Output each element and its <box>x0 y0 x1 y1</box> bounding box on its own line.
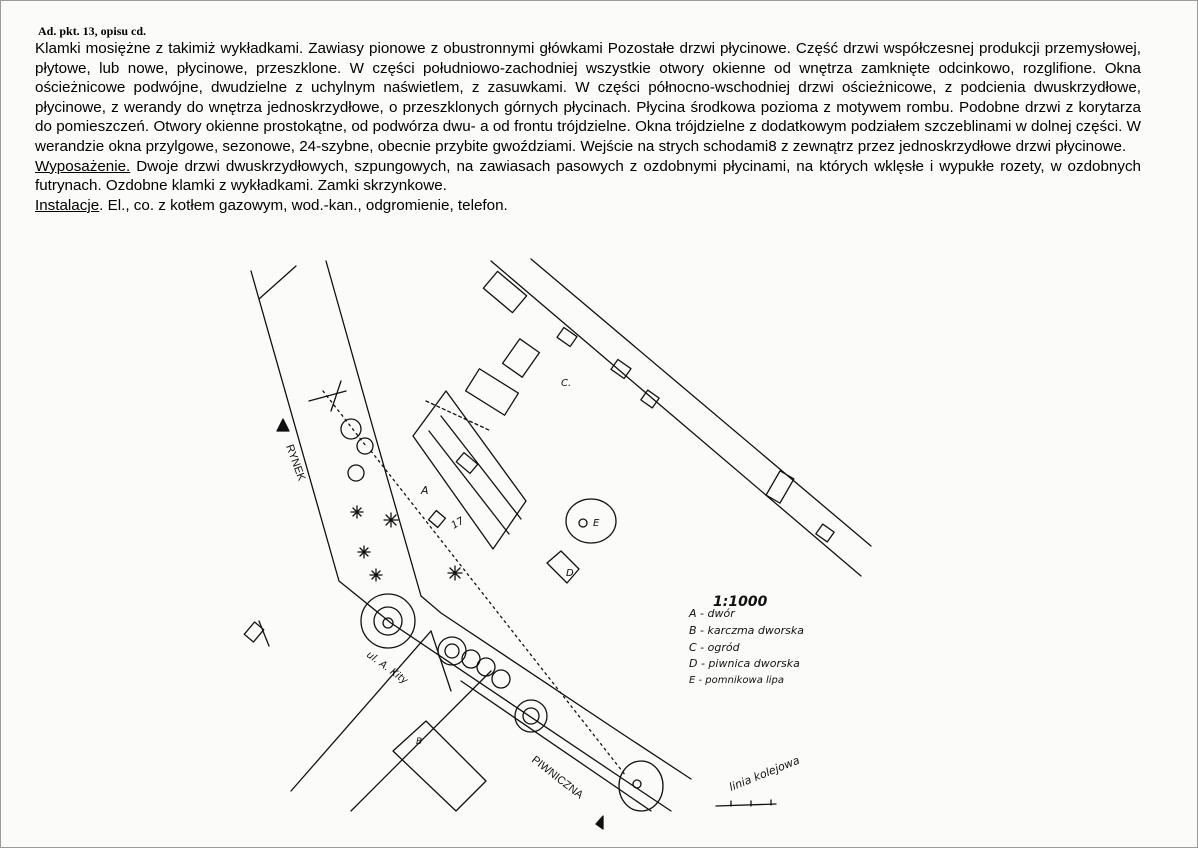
equipment-paragraph <box>35 157 1141 196</box>
tree-e-crown <box>566 499 616 543</box>
shed-2 <box>466 369 519 415</box>
street-lines <box>251 259 871 811</box>
inn-b <box>393 721 486 811</box>
site-plan-map <box>231 251 921 841</box>
outbuilding-top <box>483 271 526 312</box>
garden-c-label: C. <box>561 378 572 389</box>
inn-b-outline <box>393 721 486 811</box>
description-paragraph: Klamki mosiężne z takimiż wykładkami. Zawiasy pionowe z obustronnymi główkami Pozostałe drzwi płycinowe. Część drzwi współczesnej produkcji przemysłowej, płytowe, lub nowe, płycinowe, przeszklone. W części południowo-zachodniej wszystkie otwory okienne od wnętrza zamknięte odcinkowo, rozglifione. Okna ościeżnicowe podwójne, dwudzielne z uchylnym naświetlem, z zasuwkami. W części północno-wschodniej drzwi ościeżnicowe, z podcienia dwuskrzydłowe, płycinowe, z werandy do wnętrza jednoskrzydłowe, o przeszklonych górnych płycinach. Płycina środkowa pozioma z motywem rombu. Podobne drzwi z korytarza do pomieszczeń. Otwory okienne prostokątne, od podwórza dwu- a od frontu trójdzielne. Okna trójdzielne z dodatkowym podziałem szczeblinami w dolnej części. W werandzie okna przylgowe, sezonowe, 24-szybne, obecnie przybite gwoździami. Wejście na strych schodami8 z zewnątrz przez jednoskrzydłowe drzwi płycinowe. <box>35 40 1141 155</box>
railway-line <box>716 800 776 806</box>
legend-item-e: E - pomnikowa lipa <box>689 675 785 686</box>
tree-top-2 <box>357 438 373 454</box>
rynek-cross-line-2 <box>331 381 341 411</box>
tree-small-3 <box>492 670 510 688</box>
equipment-text: Dwoje drzwi dwuskrzydłowych, szpungowych, na zawiasach pasowych z ozdobnymi płycinami, na których wklęsłe i wypukłe rozety, w ozdobnych futrynach. Ozdobne klamki z wykładkami. Zamki skrzynkowe. <box>35 157 1141 195</box>
shed-1 <box>503 339 540 377</box>
legend-item-d: D - piwnica dworska <box>689 657 800 670</box>
street-trees <box>323 391 663 811</box>
tree-medium-2-inner <box>523 708 539 724</box>
tree-e-inner <box>579 519 587 527</box>
outbuilding-small-1 <box>557 327 577 346</box>
tree-small-2 <box>477 658 495 676</box>
manor-porch <box>429 511 446 528</box>
rynek-street-edge <box>251 271 671 811</box>
page-heading: Ad. pkt. 13, opisu cd. <box>38 24 147 38</box>
installation-text: . El., co. z kotłem gazowym, wod.-kan., odgromienie, telefon. <box>99 196 508 214</box>
kity-street-label: ul. A. Kity <box>364 649 410 687</box>
tree-e <box>566 499 616 543</box>
installation-paragraph <box>35 196 1141 216</box>
tree-top-1 <box>341 419 361 439</box>
tree-medium-1-inner <box>445 644 459 658</box>
tree-bottom-core <box>633 780 641 788</box>
shrub-4 <box>358 546 370 558</box>
outbuildings <box>244 271 834 642</box>
tree-top-3 <box>348 465 364 481</box>
manor-ridge <box>429 431 509 534</box>
building-d-label: D <box>566 568 574 579</box>
outbuilding-small-2 <box>611 359 631 378</box>
piwniczna-label: PIWNICZNA <box>529 753 586 802</box>
hedge-row-top <box>323 391 366 446</box>
rynek-arrow <box>277 419 289 431</box>
shrub-5 <box>370 569 382 581</box>
tree-medium-2 <box>515 700 547 732</box>
map-legend <box>688 594 804 686</box>
legend-item-c: C - ogród <box>689 641 740 654</box>
manor-outline <box>413 391 526 549</box>
outbuilding-long <box>766 471 794 503</box>
shrub-1 <box>384 513 398 527</box>
rynek-label: RYNEK <box>283 442 308 483</box>
cellar-d-outline <box>547 551 579 583</box>
description-text <box>35 39 1141 215</box>
tree-e-label: E <box>593 518 600 529</box>
top-left-diagonal <box>259 266 296 299</box>
equipment-label: Wyposażenie. <box>35 157 131 175</box>
railway-track <box>716 804 776 806</box>
shrub-3 <box>351 506 363 518</box>
cellar-d <box>547 551 579 583</box>
outbuilding-small-3 <box>641 390 659 408</box>
bottom-street-line <box>461 681 651 811</box>
piwniczna-arrow <box>596 816 603 829</box>
northeast-boundary <box>491 261 861 576</box>
shrub-2 <box>448 566 462 580</box>
house-number-label: 17 <box>449 515 467 532</box>
manor-house-a <box>413 391 526 549</box>
manor-ridge-2 <box>441 416 521 519</box>
legend-scale: 1:1000 <box>713 594 768 610</box>
installation-label: Instalacje <box>35 196 100 214</box>
building-a-label: A <box>421 484 429 497</box>
legend-item-b: B - karczma dworska <box>689 624 804 637</box>
building-b-label: B <box>416 737 423 747</box>
legend-item-a: A - dwór <box>689 607 735 620</box>
railway-label: linia kolejowa <box>727 753 802 794</box>
northeast-boundary-2 <box>531 259 871 546</box>
